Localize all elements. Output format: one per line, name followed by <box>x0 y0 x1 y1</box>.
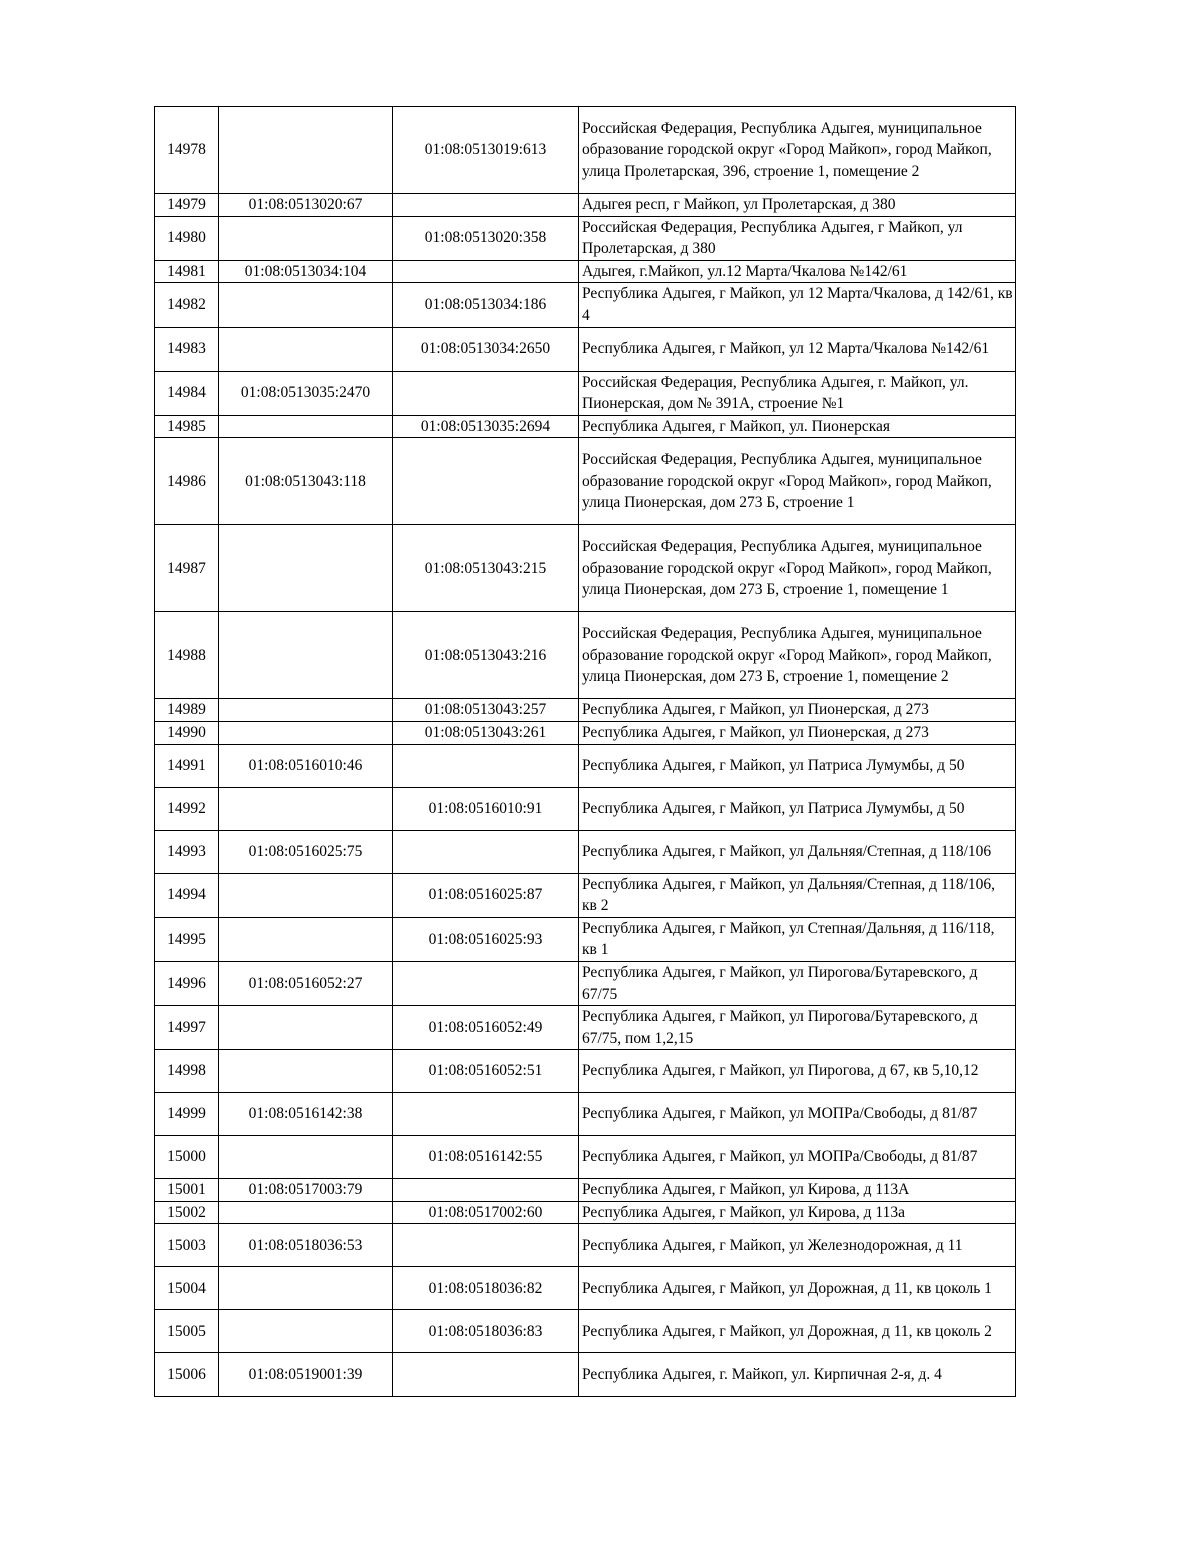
object-cadastral-number-cell <box>393 371 579 415</box>
table-row <box>155 1353 1016 1397</box>
table-row <box>155 1093 1016 1136</box>
address-cell: Республика Адыгея, г Майкоп, ул Степная/Дальняя, д 116/118, кв 1 <box>579 917 1016 961</box>
row-number-cell: 14987 <box>155 525 219 612</box>
table-row <box>155 107 1016 194</box>
address-cell: Республика Адыгея, г Майкоп, ул Дорожная, д 11, кв цоколь 1 <box>579 1267 1016 1310</box>
object-cadastral-number-cell: 01:08:0516025:87 <box>393 873 579 917</box>
row-number-cell: 15006 <box>155 1353 219 1397</box>
address-cell: Республика Адыгея, г Майкоп, ул Железнодорожная, д 11 <box>579 1224 1016 1267</box>
row-number-cell: 14989 <box>155 699 219 722</box>
row-number-cell: 15000 <box>155 1136 219 1179</box>
address-cell: Республика Адыгея, г Майкоп, ул Пионерская, д 273 <box>579 721 1016 744</box>
object-cadastral-number-cell <box>393 438 579 525</box>
row-number-cell: 15005 <box>155 1310 219 1353</box>
land-cadastral-number-cell: 01:08:0517003:79 <box>219 1179 393 1202</box>
object-cadastral-number-cell: 01:08:0513034:186 <box>393 283 579 327</box>
land-cadastral-number-cell: 01:08:0516010:46 <box>219 744 393 787</box>
land-cadastral-number-cell: 01:08:0513020:67 <box>219 194 393 217</box>
row-number-cell: 15004 <box>155 1267 219 1310</box>
object-cadastral-number-cell: 01:08:0513034:2650 <box>393 327 579 371</box>
land-cadastral-number-cell <box>219 1310 393 1353</box>
land-cadastral-number-cell <box>219 1006 393 1050</box>
object-cadastral-number-cell <box>393 1093 579 1136</box>
address-cell: Республика Адыгея, г Майкоп, ул МОПРа/Свободы, д 81/87 <box>579 1136 1016 1179</box>
object-cadastral-number-cell <box>393 961 579 1005</box>
object-cadastral-number-cell <box>393 1224 579 1267</box>
row-number-cell: 14985 <box>155 415 219 438</box>
land-cadastral-number-cell <box>219 721 393 744</box>
table-row <box>155 961 1016 1005</box>
object-cadastral-number-cell: 01:08:0517002:60 <box>393 1201 579 1224</box>
table-body <box>155 107 1016 1397</box>
object-cadastral-number-cell <box>393 830 579 873</box>
address-cell: Республика Адыгея, г Майкоп, ул Пирогова/Бутаревского, д 67/75 <box>579 961 1016 1005</box>
land-cadastral-number-cell <box>219 1050 393 1093</box>
address-cell: Российская Федерация, Республика Адыгея, муниципальное образование городской округ «Город Майкоп», город Майкоп, улица Пионерская, дом 273 Б, строение 1, помещение 1 <box>579 525 1016 612</box>
land-cadastral-number-cell <box>219 612 393 699</box>
table-row <box>155 721 1016 744</box>
object-cadastral-number-cell: 01:08:0513019:613 <box>393 107 579 194</box>
table-row <box>155 327 1016 371</box>
land-cadastral-number-cell <box>219 1201 393 1224</box>
table-row <box>155 283 1016 327</box>
land-cadastral-number-cell: 01:08:0516052:27 <box>219 961 393 1005</box>
address-cell: Республика Адыгея, г Майкоп, ул Патриса Лумумбы, д 50 <box>579 744 1016 787</box>
address-cell: Российская Федерация, Республика Адыгея, муниципальное образование городской округ «Город Майкоп», город Майкоп, улица Пролетарская, 396, строение 1, помещение 2 <box>579 107 1016 194</box>
address-cell: Российская Федерация, Республика Адыгея, муниципальное образование городской округ «Город Майкоп», город Майкоп, улица Пионерская, дом 273 Б, строение 1 <box>579 438 1016 525</box>
table-row <box>155 194 1016 217</box>
object-cadastral-number-cell: 01:08:0516142:55 <box>393 1136 579 1179</box>
row-number-cell: 14979 <box>155 194 219 217</box>
row-number-cell: 14992 <box>155 787 219 830</box>
land-cadastral-number-cell <box>219 525 393 612</box>
address-cell: Республика Адыгея, г Майкоп, ул Кирова, д 113а <box>579 1201 1016 1224</box>
land-cadastral-number-cell <box>219 787 393 830</box>
object-cadastral-number-cell: 01:08:0513043:216 <box>393 612 579 699</box>
table-row <box>155 787 1016 830</box>
table-row <box>155 612 1016 699</box>
address-cell: Республика Адыгея, г Майкоп, ул МОПРа/Свободы, д 81/87 <box>579 1093 1016 1136</box>
land-cadastral-number-cell <box>219 873 393 917</box>
land-cadastral-number-cell: 01:08:0513043:118 <box>219 438 393 525</box>
address-cell: Республика Адыгея, г Майкоп, ул Дорожная, д 11, кв цоколь 2 <box>579 1310 1016 1353</box>
object-cadastral-number-cell <box>393 744 579 787</box>
row-number-cell: 14994 <box>155 873 219 917</box>
object-cadastral-number-cell: 01:08:0516025:93 <box>393 917 579 961</box>
table-row <box>155 1179 1016 1202</box>
table-row <box>155 873 1016 917</box>
object-cadastral-number-cell: 01:08:0513035:2694 <box>393 415 579 438</box>
land-cadastral-number-cell <box>219 327 393 371</box>
object-cadastral-number-cell: 01:08:0513043:215 <box>393 525 579 612</box>
address-cell: Республика Адыгея, г Майкоп, ул Пирогова, д 67, кв 5,10,12 <box>579 1050 1016 1093</box>
table-row <box>155 1050 1016 1093</box>
address-cell: Республика Адыгея, г Майкоп, ул Патриса Лумумбы, д 50 <box>579 787 1016 830</box>
object-cadastral-number-cell <box>393 194 579 217</box>
table-row <box>155 1267 1016 1310</box>
address-cell: Российская Федерация, Республика Адыгея, г. Майкоп, ул. Пионерская, дом № 391А, строение №1 <box>579 371 1016 415</box>
land-cadastral-number-cell: 01:08:0516025:75 <box>219 830 393 873</box>
land-cadastral-number-cell: 01:08:0513035:2470 <box>219 371 393 415</box>
object-cadastral-number-cell: 01:08:0518036:83 <box>393 1310 579 1353</box>
row-number-cell: 15002 <box>155 1201 219 1224</box>
row-number-cell: 14993 <box>155 830 219 873</box>
table-row <box>155 699 1016 722</box>
row-number-cell: 14982 <box>155 283 219 327</box>
row-number-cell: 14981 <box>155 260 219 283</box>
address-cell: Российская Федерация, Республика Адыгея, г Майкоп, ул Пролетарская, д 380 <box>579 216 1016 260</box>
land-cadastral-number-cell <box>219 1136 393 1179</box>
object-cadastral-number-cell <box>393 260 579 283</box>
row-number-cell: 15001 <box>155 1179 219 1202</box>
land-cadastral-number-cell <box>219 415 393 438</box>
table-row <box>155 917 1016 961</box>
table-row <box>155 744 1016 787</box>
row-number-cell: 14996 <box>155 961 219 1005</box>
cadastral-table <box>154 106 1016 1397</box>
table-row <box>155 1224 1016 1267</box>
object-cadastral-number-cell: 01:08:0516052:51 <box>393 1050 579 1093</box>
row-number-cell: 14997 <box>155 1006 219 1050</box>
address-cell: Республика Адыгея, г Майкоп, ул 12 Марта/Чкалова №142/61 <box>579 327 1016 371</box>
table-row <box>155 1136 1016 1179</box>
object-cadastral-number-cell: 01:08:0518036:82 <box>393 1267 579 1310</box>
object-cadastral-number-cell <box>393 1353 579 1397</box>
land-cadastral-number-cell: 01:08:0513034:104 <box>219 260 393 283</box>
table-row <box>155 260 1016 283</box>
address-cell: Республика Адыгея, г Майкоп, ул Пионерская, д 273 <box>579 699 1016 722</box>
address-cell: Адыгея респ, г Майкоп, ул Пролетарская, д 380 <box>579 194 1016 217</box>
row-number-cell: 14999 <box>155 1093 219 1136</box>
object-cadastral-number-cell: 01:08:0513020:358 <box>393 216 579 260</box>
row-number-cell: 15003 <box>155 1224 219 1267</box>
land-cadastral-number-cell: 01:08:0516142:38 <box>219 1093 393 1136</box>
table-row <box>155 216 1016 260</box>
object-cadastral-number-cell <box>393 1179 579 1202</box>
address-cell: Республика Адыгея, г Майкоп, ул Кирова, д 113А <box>579 1179 1016 1202</box>
row-number-cell: 14978 <box>155 107 219 194</box>
row-number-cell: 14998 <box>155 1050 219 1093</box>
address-cell: Республика Адыгея, г. Майкоп, ул. Кирпичная 2-я, д. 4 <box>579 1353 1016 1397</box>
address-cell: Российская Федерация, Республика Адыгея, муниципальное образование городской округ «Город Майкоп», город Майкоп, улица Пионерская, дом 273 Б, строение 1, помещение 2 <box>579 612 1016 699</box>
land-cadastral-number-cell <box>219 699 393 722</box>
table-row <box>155 830 1016 873</box>
table-row <box>155 415 1016 438</box>
row-number-cell: 14986 <box>155 438 219 525</box>
table-row <box>155 371 1016 415</box>
row-number-cell: 14984 <box>155 371 219 415</box>
land-cadastral-number-cell <box>219 1267 393 1310</box>
address-cell: Республика Адыгея, г Майкоп, ул 12 Марта/Чкалова, д 142/61, кв 4 <box>579 283 1016 327</box>
row-number-cell: 14991 <box>155 744 219 787</box>
row-number-cell: 14995 <box>155 917 219 961</box>
table-row <box>155 525 1016 612</box>
row-number-cell: 14990 <box>155 721 219 744</box>
address-cell: Адыгея, г.Майкоп, ул.12 Марта/Чкалова №142/61 <box>579 260 1016 283</box>
land-cadastral-number-cell <box>219 917 393 961</box>
address-cell: Республика Адыгея, г Майкоп, ул Пирогова/Бутаревского, д 67/75, пом 1,2,15 <box>579 1006 1016 1050</box>
land-cadastral-number-cell: 01:08:0519001:39 <box>219 1353 393 1397</box>
table-row <box>155 1201 1016 1224</box>
address-cell: Республика Адыгея, г Майкоп, ул. Пионерская <box>579 415 1016 438</box>
row-number-cell: 14983 <box>155 327 219 371</box>
land-cadastral-number-cell: 01:08:0518036:53 <box>219 1224 393 1267</box>
address-cell: Республика Адыгея, г Майкоп, ул Дальняя/Степная, д 118/106, кв 2 <box>579 873 1016 917</box>
object-cadastral-number-cell: 01:08:0516052:49 <box>393 1006 579 1050</box>
row-number-cell: 14980 <box>155 216 219 260</box>
object-cadastral-number-cell: 01:08:0513043:261 <box>393 721 579 744</box>
row-number-cell: 14988 <box>155 612 219 699</box>
object-cadastral-number-cell: 01:08:0513043:257 <box>393 699 579 722</box>
address-cell: Республика Адыгея, г Майкоп, ул Дальняя/Степная, д 118/106 <box>579 830 1016 873</box>
table-row <box>155 1006 1016 1050</box>
land-cadastral-number-cell <box>219 283 393 327</box>
land-cadastral-number-cell <box>219 107 393 194</box>
table-row <box>155 438 1016 525</box>
land-cadastral-number-cell <box>219 216 393 260</box>
object-cadastral-number-cell: 01:08:0516010:91 <box>393 787 579 830</box>
table-row <box>155 1310 1016 1353</box>
